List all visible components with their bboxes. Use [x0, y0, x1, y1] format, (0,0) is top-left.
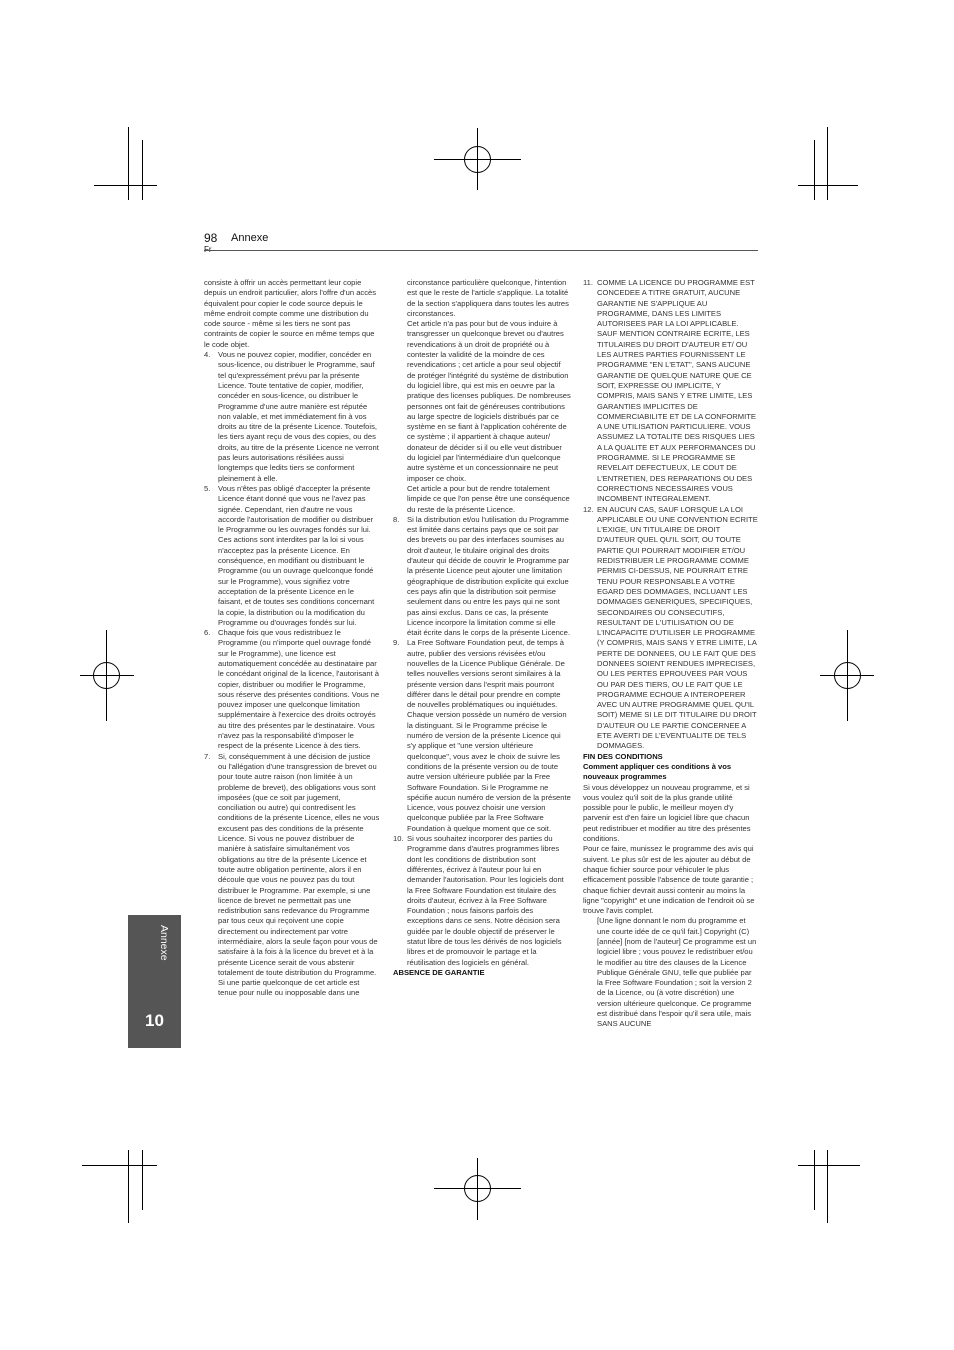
page-number: 98	[204, 231, 218, 245]
list-item	[204, 350, 380, 484]
paragraph: circonstance particulière quelconque, l'intention est que le reste de l'article s'applique. La totalité de la section s'appliquera dans toutes les autres circonstances.	[407, 278, 569, 318]
paragraph: [Une ligne donnant le nom du programme et une courte idée de ce qu'il fait.] Copyright (C) [année] [nom de l'auteur] Ce programme est un logiciel libre ; vous pouvez le redistribuer et/ou le modifier au titre des clauses de la Licence Publique Générale GNU, telle que publiée par la Free Software Foundation ; soit la version 2 de la Licence, ou (à votre discrétion) une version ultérieure quelconque. Ce programme est distribué dans l'espoir qu'il sera utile, mais SANS AUCUNE	[597, 916, 757, 1029]
item-text: EN AUCUN CAS, SAUF LORSQUE LA LOI APPLICABLE OU UNE CONVENTION ECRITE L'EXIGE, UN TITULAIRE DE DROIT D'AUTEUR QUEL QU'IL SOIT, OU TOUTE PARTIE QUI POURRAIT MODIFIER ET/OU REDISTRIBUER LE PROGRAMME COMME PERMIS CI-DESSUS, NE POURRAIT ETRE TENU POUR RESPONSABLE A VOTRE EGARD DES DOMMAGES, INCLUANT LES DOMMAGES GENERIQUES, SPECIFIQUES, SECONDAIRES OU CONSECUTIFS, RESULTANT DE L'UTILISATION OU DE L'INCAPACITE D'UTILISER LE PROGRAMME (Y COMPRIS, MAIS SANS Y ETRE LIMITE, LA PERTE DE DONNEES, OU LE FAIT QUE DES DONNEES SOIENT RENDUES IMPRECISES, OU LES PERTES EPROUVEES PAR VOUS OU PAR DES TIERS, OU LE FAIT QUE LE PROGRAMME ECHOUE A INTEROPERER AVEC UN AUTRE PROGRAMME QUEL QU'IL SOIT) MEME SI LE DIT TITULAIRE DU DROIT D'AUTEUR OU LE PARTIE CONCERNEE A ETE AVERTI DE L'EVENTUALITE DE TELS DOMMAGES.	[597, 504, 758, 751]
paragraph: Si une partie quelconque de cet article est tenue pour nulle ou inopposable dans une	[218, 978, 360, 998]
list-item	[204, 484, 380, 628]
header-rule	[204, 250, 758, 251]
paragraph: Cet article a pour but de rendre totalement limpide ce que l'on pense être une conséquence du reste de la présente Licence.	[407, 483, 570, 514]
item-number: 7.	[204, 751, 211, 761]
text-column-3	[583, 278, 759, 1030]
item-text: Si, conséquemment à une décision de justice ou l'allégation d'une transgression de brevet ou pour toute autre raison (non limitée à un probleme de brevet), des obligations vous sont imposées (que ce soit par jugement, conciliation ou autre) qui contredisent les conditions de la présente Licence, elles ne vous excusent pas des conditions de la présente Licence. Si vous ne pouvez distribuer de manière à satisfaire simultanément vos obligations au titre de la présente Licence et toute autre obligation pertinente, alors il en découle que vous ne pouvez pas du tout distribuer le Programme. Par exemple, si une licence de brevet ne permettait pas une redistribution sans redevance du Programme par tous ceux qui reçoivent une copie directement ou indirectement par votre intermédiaire, alors la seule façon pour vous de satisfaire à la fois à la licence du brevet et à la présente Licence serait de vous abstenir totalement de toute distribution du Programme.	[218, 751, 380, 977]
item-number: 10.	[393, 834, 404, 844]
subsection-heading: Comment appliquer ces conditions à vos nouveaux programmes	[583, 761, 732, 782]
paragraph: consiste à offrir un accès permettant leur copie depuis un endroit particulier, alors l'offre d'un accès équivalent pour copier le code source depuis le même endroit compte comme une distribution du code source - même si les tiers ne sont pas contraints de copier le source en même temps que le code objet.	[204, 278, 377, 349]
list-item	[393, 638, 571, 834]
list-item	[583, 278, 759, 505]
item-number: 6.	[204, 628, 211, 638]
section-heading: ABSENCE DE GARANTIE	[393, 967, 485, 977]
list-item	[204, 752, 380, 979]
item-text: Chaque fois que vous redistribuez le Programme (ou n'importe quel ouvrage fondé sur le Programme), une licence est automatiquement concédée au destinataire par le concédant original de la licence, l'autorisant à copier, distribuer ou modifier le Programme, sous réserve des présentes conditions. Vous ne pouvez imposer une quelconque limitation supplémentaire à l'exercice des droits octroyés au titre des présentes par le destinataire. Vous n'avez pas la responsabilité d'imposer le respect de la présente Licence à des tiers.	[218, 628, 380, 751]
chapter-number: 10	[145, 1011, 164, 1030]
item-number: 11.	[583, 278, 593, 287]
paragraph: Si vous développez un nouveau programme, et si vous voulez qu'il soit de la plus grande utilité possible pour le public, le meilleur moyen d'y parvenir est d'en faire un logiciel libre que chacun peut redistribuer et modifier au titre des présentes conditions.	[583, 782, 751, 844]
item-number: 4.	[204, 350, 211, 360]
item-text: Vous n'êtes pas obligé d'accepter la présente Licence étant donné que vous ne l'avez pas signée. Cependant, rien d'autre ne vous accorde l'autorisation de modifier ou distribuer le Programme ou les ouvrages fondés sur lui. Ces actions sont interdites par la loi si vous n'acceptez pas la présente Licence. En conséquence, en modifiant ou distribuant le Programme (ou un ouvrage quelconque fondé sur le Programme), vous signifiez votre acceptation de la présente Licence en le faisant, et de toutes ses conditions concernant la copie, la distribution ou la modification du Programme ou d'ouvrages fondés sur lui.	[218, 483, 375, 627]
chapter-tab-label	[150, 925, 170, 985]
chapter-label: Annexe	[158, 925, 170, 961]
item-number: 9.	[393, 638, 400, 648]
item-text: Si vous souhaitez incorporer des parties du Programme dans d'autres programmes libres dont les conditions de distribution sont différentes, écrivez à l'auteur pour lui en demander l'autorisation. Pour les logiciels dont la Free Software Foundation est titulaire des droits d'auteur, écrivez à la Free Software Foundation ; nous faisons parfois des exceptions dans ce sens. Notre décision sera guidée par le double objectif de préserver le statut libre de tous les dérivés de nos logiciels libres et de promouvoir le partage et la réutilisation des logiciels en général.	[407, 834, 564, 967]
paragraph: Pour ce faire, munissez le programme des avis qui suivent. Le plus sûr est de les ajouter au début de chaque fichier source pour véhiculer le plus efficacement possible l'absence de toute garantie ; chaque fichier devrait aussi contenir au moins la ligne "copyright" et une indication de l'endroit où se trouve l'avis complet.	[583, 844, 755, 916]
section-title: Annexe	[231, 232, 269, 244]
list-item	[204, 628, 380, 752]
item-number: 12.	[583, 504, 594, 514]
list-item	[583, 505, 759, 752]
item-number: 5.	[204, 483, 211, 493]
text-column-1	[204, 278, 380, 999]
list-item	[393, 515, 571, 639]
item-text: COMME LA LICENCE DU PROGRAMME EST CONCEDEE A TITRE GRATUIT, AUCUNE GARANTIE NE S'APPLIQUE AU PROGRAMME, DANS LES LIMITES AUTORISEES PAR LA LOI APPLICABLE. SAUF MENTION CONTRAIRE ECRITE, LES TITULAIRES DU DROIT D'AUTEUR ET/ OU LES AUTRES PARTIES FOURNISSENT LE PROGRAMME "EN L'ETAT", SANS AUCUNE GARANTIE DE QUELQUE NATURE QUE CE SOIT, EXPRESSE OU IMPLICITE, Y COMPRIS, MAIS SANS Y ETRE LIMITE, LES GARANTIES IMPLICITES DE COMMERCIABILITE ET DE LA CONFORMITE A UNE UTILISATION PARTICULIERE. VOUS ASSUMEZ LA TOTALITE DES RISQUES LIES A LA QUALITE ET AUX PERFORMANCES DU PROGRAMME. SI LE PROGRAMME SE REVELAIT DEFECTUEUX, LE COUT DE L'ENTRETIEN, DES REPARATIONS OU DES CORRECTIONS NECESSAIRES VOUS INCOMBENT INTEGRALEMENT.	[597, 278, 756, 504]
item-text: Si la distribution et/ou l'utilisation du Programme est limitée dans certains pays que ce soit par des brevets ou par des interfaces soumises au droit d'auteur, le titulaire original des droits d'auteur qui décide de couvrir le Programme par la présente Licence peut ajouter une limitation géographique de distribution explicite qui exclue ces pays afin que la distribution soit permise seulement dans ou entre les pays qui ne sont pas ainsi exclus. Dans ce cas, la présente Licence incorpore la limitation comme si elle était écrite dans le corps de la présente Licence.	[407, 514, 570, 638]
text-column-2	[393, 278, 571, 978]
paragraph: Cet article n'a pas pour but de vous induire à transgresser un quelconque brevet ou d'autres revendications à un droit de propriété ou à contester la validité de la moindre de ces revendications ; cet article a pour seul objectif de protéger l'intégrité du système de distribution du logiciel libre, qui est mis en oeuvre par la pratique des licenses publiques. De nombreuses personnes ont fait de généreuses contributions au large spectre de logiciels distribués par ce système en se fiant à l'application cohérente de ce système ; il appartient à chaque auteur/ donateur de décider si il ou elle veut distribuer du logiciel par l'intermédiaire d'un quelconque autre système et un concessionnaire ne peut imposer ce choix.	[407, 319, 571, 483]
section-heading: FIN DES CONDITIONS	[583, 751, 663, 761]
item-text: La Free Software Foundation peut, de temps à autre, publier des versions révisées et/ou nouvelles de la Licence Publique Générale. De telles nouvelles versions seront similaires à la présente version dans l'esprit mais pourront différer dans le détail pour prendre en compte de nouvelles problématiques ou inquiétudes. Chaque version possède un numéro de version la distinguant. Si le Programme précise le numéro de version de la présente Licence qui s'y applique et "une version ultérieure quelconque", vous avez le choix de suivre les conditions de la présente version ou de toute autre version ultérieure publiée par la Free Software Foundation. Si le Programme ne spécifie aucun numéro de version de la présente Licence, vous pouvez choisir une version quelconque publiée par la Free Software Foundation à quelque moment que ce soit.	[407, 638, 571, 833]
list-item	[393, 834, 571, 968]
item-number: 8.	[393, 514, 400, 524]
item-text: Vous ne pouvez copier, modifier, concéder en sous-licence, ou distribuer le Programme, sauf tel qu'expressément prévu par la présente Licence. Toute tentative de copier, modifier, concéder en sous-licence, ou distribuer le Programme d'une autre manière est réputée non valable, et met immédiatement fin à vos droits au titre de la présente Licence. Toutefois, les tiers ayant reçu de vous des copies, ou des droits, au titre de la présente Licence ne verront pas leurs autorisations résiliées aussi longtemps que ledits tiers se conforment pleinement à elle.	[218, 350, 379, 483]
